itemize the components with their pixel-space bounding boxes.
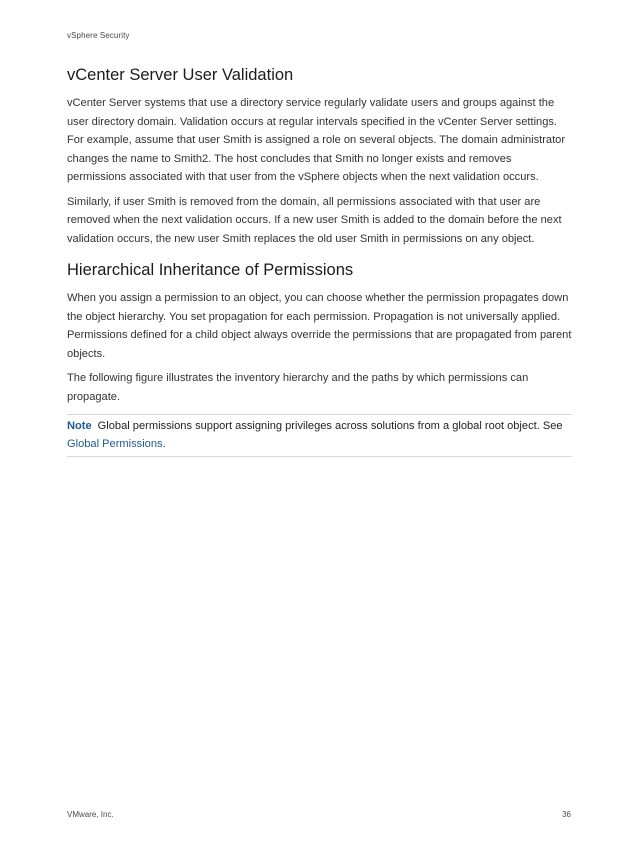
running-header: vSphere Security: [67, 31, 130, 40]
footer-page-number: 36: [562, 810, 571, 819]
paragraph: The following figure illustrates the inventory hierarchy and the paths by which permissions can propagate.: [67, 372, 529, 403]
note-text: Global permissions support assigning privileges across solutions from a global root object. See: [97, 420, 563, 432]
paragraph: When you assign a permission to an object, you can choose whether the permission propagates down the object hierarchy. You set propagation for each permission. Propagation is not universally applied. Permissions defined for a child object always override the permissions that are propagated from parent objects.: [67, 292, 572, 360]
section-title-hierarchical-inheritance: Hierarchical Inheritance of Permissions: [67, 261, 354, 279]
note-label: Note: [67, 420, 92, 432]
footer-company: VMware, Inc.: [67, 810, 114, 819]
main-content: [67, 62, 572, 457]
note-box: [67, 414, 572, 457]
paragraph: vCenter Server systems that use a directory service regularly validate users and groups against the user directory domain. Validation occurs at regular intervals specified in the vCenter Server settings. For example, assume that user Smith is assigned a role on several objects. The domain administrator changes the name to Smith2. The host concludes that Smith no longer exists and removes permissions associated with that user from the vSphere objects when the next validation occurs.: [67, 97, 566, 183]
global-permissions-link[interactable]: Global Permissions: [67, 438, 163, 450]
note-trailing: .: [162, 438, 166, 450]
paragraph: Similarly, if user Smith is removed from the domain, all permissions associated with that user are removed when the next validation occurs. If a new user Smith is added to the domain before the next validation occurs, the new user Smith replaces the old user Smith in permissions on any object.: [67, 195, 562, 245]
section-title-user-validation: vCenter Server User Validation: [67, 66, 294, 84]
